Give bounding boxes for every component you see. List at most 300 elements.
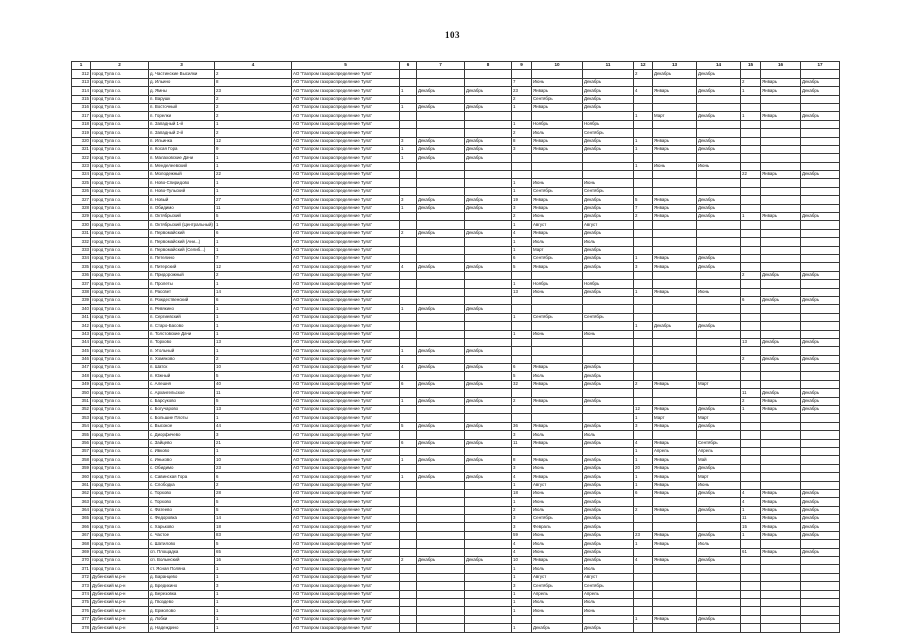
table-cell	[417, 179, 465, 187]
table-cell: Декабрь	[583, 263, 634, 271]
table-cell: 11	[741, 389, 761, 397]
table-cell: 5	[400, 422, 417, 430]
table-cell: 1	[634, 540, 653, 548]
table-cell: 1	[741, 112, 761, 120]
table-cell: с. Частое	[149, 531, 215, 539]
table-cell	[697, 238, 741, 246]
table-cell	[697, 129, 741, 137]
table-cell: город Тула г.о.	[91, 540, 149, 548]
table-cell: 13	[741, 338, 761, 346]
table-cell	[634, 154, 653, 162]
table-cell	[634, 565, 653, 573]
table-cell	[653, 565, 697, 573]
table-cell	[697, 221, 741, 229]
table-row	[72, 548, 840, 556]
table-cell	[417, 355, 465, 363]
table-row	[72, 137, 840, 145]
table-cell	[801, 565, 840, 573]
table-cell	[417, 464, 465, 472]
table-cell: Март	[532, 246, 583, 254]
table-cell: АО "Газпром газораспределение Тула"	[292, 422, 400, 430]
table-row	[72, 557, 840, 565]
table-cell: п. Хомяково	[149, 355, 215, 363]
table-cell: АО "Газпром газораспределение Тула"	[292, 380, 400, 388]
table-cell: 5	[512, 372, 532, 380]
table-cell: город Тула г.о.	[91, 313, 149, 321]
table-cell: 3	[215, 582, 292, 590]
table-cell	[417, 406, 465, 414]
table-cell: АО "Газпром газораспределение Тула"	[292, 229, 400, 237]
table-cell: 373	[72, 582, 91, 590]
table-cell: 13	[215, 406, 292, 414]
table-cell	[400, 590, 417, 598]
table-cell: АО "Газпром газораспределение Тула"	[292, 280, 400, 288]
table-cell	[761, 414, 801, 422]
table-cell: 59	[512, 531, 532, 539]
table-cell: 1	[400, 87, 417, 95]
table-cell	[400, 78, 417, 86]
table-cell: с. Фатеево	[149, 506, 215, 514]
column-header: 9	[512, 62, 532, 70]
table-cell: Декабрь	[583, 213, 634, 221]
table-cell: 10	[215, 456, 292, 464]
table-cell: Декабрь	[583, 196, 634, 204]
table-cell: 2	[741, 78, 761, 86]
table-row	[72, 624, 840, 632]
table-cell: Январь	[532, 380, 583, 388]
table-cell	[741, 137, 761, 145]
table-cell: Июнь	[532, 179, 583, 187]
table-cell: Июнь	[532, 78, 583, 86]
table-cell: город Тула г.о.	[91, 296, 149, 304]
table-cell: 365	[72, 515, 91, 523]
table-cell: Июль	[532, 431, 583, 439]
table-cell: АО "Газпром газораспределение Тула"	[292, 347, 400, 355]
table-cell: 1	[512, 607, 532, 615]
table-cell	[653, 229, 697, 237]
table-cell	[801, 204, 840, 212]
table-cell: 1	[400, 103, 417, 111]
table-cell: Декабрь	[801, 355, 840, 363]
table-cell: Декабрь	[801, 112, 840, 120]
table-cell	[634, 296, 653, 304]
table-cell: АО "Газпром газораспределение Тула"	[292, 481, 400, 489]
table-cell: Сентябрь	[697, 439, 741, 447]
table-cell: Декабрь	[801, 548, 840, 556]
table-cell: 1	[512, 280, 532, 288]
column-header: 17	[801, 62, 840, 70]
table-cell: АО "Газпром газораспределение Тула"	[292, 204, 400, 212]
table-cell	[417, 515, 465, 523]
table-cell	[653, 330, 697, 338]
table-cell: 36	[512, 422, 532, 430]
table-cell	[417, 573, 465, 581]
table-cell: Декабрь	[465, 103, 512, 111]
table-cell	[801, 573, 840, 581]
table-cell: п. Ново-Спиридово	[149, 179, 215, 187]
table-cell: город Тула г.о.	[91, 204, 149, 212]
table-cell: АО "Газпром газораспределение Тула"	[292, 330, 400, 338]
table-cell: город Тула г.о.	[91, 464, 149, 472]
table-cell: 1	[400, 154, 417, 162]
table-cell	[465, 254, 512, 262]
table-cell: Июнь	[532, 489, 583, 497]
table-cell: Декабрь	[583, 95, 634, 103]
table-cell: город Тула г.о.	[91, 548, 149, 556]
table-cell	[741, 615, 761, 623]
table-cell	[741, 70, 761, 78]
table-row	[72, 590, 840, 598]
table-row	[72, 464, 840, 472]
table-row	[72, 372, 840, 380]
table-cell: с. Шатилово	[149, 540, 215, 548]
table-cell: Декабрь	[697, 322, 741, 330]
table-cell	[653, 372, 697, 380]
table-cell	[653, 548, 697, 556]
table-cell	[465, 531, 512, 539]
table-cell: город Тула г.о.	[91, 87, 149, 95]
table-cell: Декабрь	[583, 489, 634, 497]
table-cell: Декабрь	[417, 422, 465, 430]
table-cell: 1	[400, 456, 417, 464]
table-row	[72, 187, 840, 195]
table-cell	[761, 380, 801, 388]
table-cell: АО "Газпром газораспределение Тула"	[292, 414, 400, 422]
table-cell: 369	[72, 548, 91, 556]
table-row	[72, 380, 840, 388]
table-cell	[634, 355, 653, 363]
table-cell: Декабрь	[417, 473, 465, 481]
table-cell	[697, 271, 741, 279]
table-cell: город Тула г.о.	[91, 196, 149, 204]
table-cell: АО "Газпром газораспределение Тула"	[292, 372, 400, 380]
table-row	[72, 322, 840, 330]
table-cell: АО "Газпром газораспределение Тула"	[292, 624, 400, 632]
table-cell: Январь	[761, 498, 801, 506]
table-cell: Декабрь	[417, 154, 465, 162]
table-cell	[465, 313, 512, 321]
table-cell: 4	[634, 87, 653, 95]
table-cell: 341	[72, 313, 91, 321]
table-cell: город Тула г.о.	[91, 338, 149, 346]
column-header: 14	[697, 62, 741, 70]
table-cell: 4	[634, 439, 653, 447]
table-cell: 5	[215, 213, 292, 221]
table-cell	[400, 414, 417, 422]
table-cell: Июль	[532, 599, 583, 607]
table-cell	[801, 246, 840, 254]
table-cell	[741, 313, 761, 321]
table-cell	[465, 406, 512, 414]
table-cell	[634, 607, 653, 615]
column-header: 2	[91, 62, 149, 70]
table-cell: Сентябрь	[583, 187, 634, 195]
table-cell	[653, 624, 697, 632]
table-cell: Декабрь	[583, 523, 634, 531]
table-row	[72, 288, 840, 296]
table-cell	[697, 120, 741, 128]
table-cell: Ноябрь	[583, 280, 634, 288]
table-cell: 368	[72, 540, 91, 548]
table-row	[72, 204, 840, 212]
table-cell: 15	[741, 523, 761, 531]
table-cell: Январь	[532, 422, 583, 430]
table-cell: сп. Площадка	[149, 548, 215, 556]
table-cell: 2	[215, 481, 292, 489]
table-cell	[741, 154, 761, 162]
table-cell	[465, 515, 512, 523]
table-cell: город Тула г.о.	[91, 515, 149, 523]
table-cell: Декабрь	[465, 154, 512, 162]
table-cell: АО "Газпром газораспределение Тула"	[292, 296, 400, 304]
table-cell: Декабрь	[697, 263, 741, 271]
table-cell: АО "Газпром газораспределение Тула"	[292, 129, 400, 137]
table-cell: город Тула г.о.	[91, 221, 149, 229]
table-cell: 364	[72, 506, 91, 514]
table-cell: Декабрь	[532, 624, 583, 632]
table-cell	[400, 171, 417, 179]
table-cell	[583, 296, 634, 304]
table-cell: п. Горелки	[149, 112, 215, 120]
table-cell: 1	[512, 624, 532, 632]
table-cell: Декабрь	[417, 557, 465, 565]
table-cell: АО "Газпром газораспределение Тула"	[292, 338, 400, 346]
table-cell: Декабрь	[465, 305, 512, 313]
table-cell: АО "Газпром газораспределение Тула"	[292, 456, 400, 464]
table-cell	[417, 112, 465, 120]
table-cell: 1	[634, 615, 653, 623]
table-cell	[697, 397, 741, 405]
table-cell	[400, 338, 417, 346]
table-cell: 323	[72, 162, 91, 170]
table-cell	[634, 397, 653, 405]
table-row	[72, 179, 840, 187]
table-cell	[417, 548, 465, 556]
table-cell: 1	[741, 213, 761, 221]
table-cell: 12	[215, 263, 292, 271]
table-cell: 1	[741, 406, 761, 414]
table-cell: 1	[634, 414, 653, 422]
table-cell: город Тула г.о.	[91, 406, 149, 414]
table-cell	[801, 473, 840, 481]
table-cell	[417, 288, 465, 296]
table-cell: 313	[72, 78, 91, 86]
table-cell: 324	[72, 171, 91, 179]
table-row	[72, 112, 840, 120]
table-cell	[400, 187, 417, 195]
table-row	[72, 473, 840, 481]
table-cell	[741, 540, 761, 548]
table-cell	[761, 540, 801, 548]
table-cell	[512, 338, 532, 346]
table-cell	[417, 431, 465, 439]
table-cell	[741, 221, 761, 229]
table-cell: Декабрь	[583, 87, 634, 95]
table-cell: Март	[653, 112, 697, 120]
table-cell: Июнь	[532, 607, 583, 615]
table-cell: 22	[215, 171, 292, 179]
table-cell	[741, 280, 761, 288]
column-header: 11	[583, 62, 634, 70]
table-cell: 1	[215, 221, 292, 229]
table-cell	[761, 565, 801, 573]
table-cell	[761, 187, 801, 195]
table-cell	[761, 473, 801, 481]
table-cell: Декабрь	[583, 624, 634, 632]
table-cell	[697, 330, 741, 338]
table-cell: с. Барсуково	[149, 397, 215, 405]
table-cell	[741, 456, 761, 464]
table-cell	[583, 355, 634, 363]
table-cell	[741, 565, 761, 573]
table-cell	[532, 70, 583, 78]
table-cell	[653, 78, 697, 86]
table-cell	[653, 95, 697, 103]
table-cell	[417, 187, 465, 195]
table-cell: 1	[512, 187, 532, 195]
table-cell	[801, 557, 840, 565]
table-cell: АО "Газпром газораспределение Тула"	[292, 271, 400, 279]
table-cell	[741, 372, 761, 380]
table-cell: 6	[512, 254, 532, 262]
table-cell: 322	[72, 154, 91, 162]
table-cell	[801, 372, 840, 380]
table-cell: 363	[72, 498, 91, 506]
table-cell: Апрель	[583, 590, 634, 598]
table-cell	[697, 347, 741, 355]
table-cell: Декабрь	[583, 364, 634, 372]
table-row	[72, 162, 840, 170]
table-cell: п. Первомайский (Селиб...)	[149, 246, 215, 254]
table-cell	[653, 355, 697, 363]
table-cell	[741, 103, 761, 111]
table-cell: 8	[215, 78, 292, 86]
table-cell: п. Первомайский	[149, 229, 215, 237]
table-cell	[400, 246, 417, 254]
table-cell	[801, 481, 840, 489]
table-cell: АО "Газпром газораспределение Тула"	[292, 431, 400, 439]
table-cell: 1	[215, 447, 292, 455]
table-cell	[697, 280, 741, 288]
table-cell	[653, 389, 697, 397]
table-cell: Декабрь	[583, 137, 634, 145]
table-cell	[741, 204, 761, 212]
table-cell: 348	[72, 372, 91, 380]
table-cell: 6	[215, 296, 292, 304]
table-cell: с. Диорфичево	[149, 431, 215, 439]
table-cell	[417, 254, 465, 262]
table-cell: 4	[512, 229, 532, 237]
column-header: 3	[149, 62, 215, 70]
table-cell: Дубенский м.р-н	[91, 624, 149, 632]
table-cell	[697, 548, 741, 556]
table-cell: АО "Газпром газораспределение Тула"	[292, 364, 400, 372]
table-cell: сп. Волынский	[149, 557, 215, 565]
table-cell: п. Петелино	[149, 254, 215, 262]
table-cell: 19	[512, 196, 532, 204]
table-cell: Декабрь	[417, 204, 465, 212]
table-cell: Декабрь	[801, 397, 840, 405]
table-cell	[634, 548, 653, 556]
table-cell	[741, 305, 761, 313]
table-cell	[801, 254, 840, 262]
table-cell: Декабрь	[583, 548, 634, 556]
table-cell	[697, 573, 741, 581]
table-cell	[741, 330, 761, 338]
table-cell: Дубенский м.р-н	[91, 599, 149, 607]
table-row	[72, 456, 840, 464]
table-cell	[761, 599, 801, 607]
table-cell	[741, 447, 761, 455]
table-row	[72, 154, 840, 162]
table-cell	[634, 246, 653, 254]
table-cell: д. Ильино	[149, 78, 215, 86]
table-cell: Декабрь	[801, 213, 840, 221]
table-cell: 350	[72, 389, 91, 397]
table-cell: 13	[512, 288, 532, 296]
table-cell	[417, 338, 465, 346]
column-header: 8	[465, 62, 512, 70]
table-cell	[417, 624, 465, 632]
table-cell: АО "Газпром газораспределение Тула"	[292, 531, 400, 539]
table-cell: 1	[512, 573, 532, 581]
table-cell: д. Надеждино	[149, 624, 215, 632]
table-cell	[417, 95, 465, 103]
table-cell	[417, 607, 465, 615]
register-table-container	[71, 61, 839, 633]
table-cell: 3	[400, 137, 417, 145]
table-cell	[400, 498, 417, 506]
table-cell: 1	[400, 204, 417, 212]
table-cell: 1	[634, 254, 653, 262]
table-cell	[697, 355, 741, 363]
table-cell: Январь	[532, 103, 583, 111]
table-cell: Декабрь	[583, 540, 634, 548]
table-cell: Сентябрь	[532, 254, 583, 262]
table-cell	[400, 573, 417, 581]
table-cell	[583, 447, 634, 455]
table-cell: АО "Газпром газораспределение Тула"	[292, 615, 400, 623]
table-cell	[583, 406, 634, 414]
table-cell	[741, 431, 761, 439]
table-cell	[653, 573, 697, 581]
table-cell: 1	[400, 305, 417, 313]
table-cell	[697, 431, 741, 439]
table-cell	[465, 590, 512, 598]
table-cell	[512, 154, 532, 162]
table-cell: город Тула г.о.	[91, 347, 149, 355]
table-cell: 1	[215, 179, 292, 187]
table-row	[72, 78, 840, 86]
table-cell: п. Сергиевский	[149, 313, 215, 321]
table-cell: п. Ильинка	[149, 137, 215, 145]
table-cell: п. Рождественский	[149, 296, 215, 304]
table-cell: 366	[72, 523, 91, 531]
table-cell: 1	[400, 347, 417, 355]
table-cell: Сентябрь	[532, 515, 583, 523]
table-cell: Декабрь	[697, 557, 741, 565]
table-cell: город Тула г.о.	[91, 489, 149, 497]
table-cell: Январь	[653, 439, 697, 447]
table-cell	[761, 322, 801, 330]
table-cell: с. Большие Плоты	[149, 414, 215, 422]
table-cell	[761, 70, 801, 78]
table-cell: 12	[634, 406, 653, 414]
table-cell: 1	[512, 599, 532, 607]
table-cell: Июнь	[583, 330, 634, 338]
table-cell: 2	[741, 271, 761, 279]
table-cell	[801, 162, 840, 170]
